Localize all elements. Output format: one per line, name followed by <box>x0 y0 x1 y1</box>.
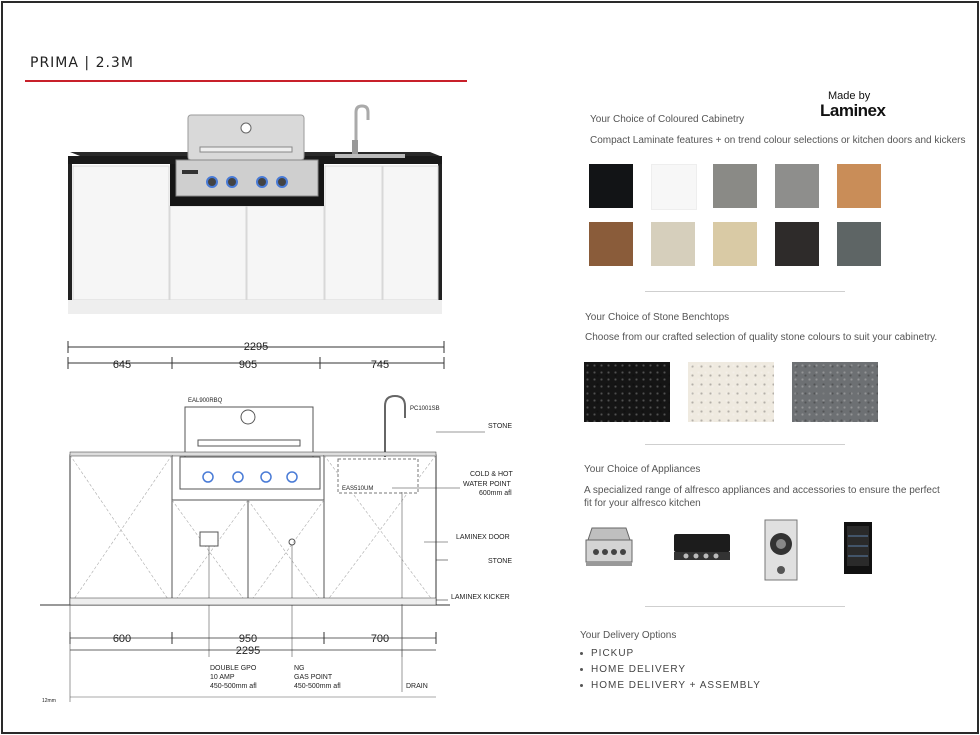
divider-2 <box>645 444 845 445</box>
delivery-options-list <box>580 648 761 696</box>
bullet-icon <box>580 684 583 687</box>
maker-brand-text: Laminex <box>820 101 886 120</box>
dim-total-label: 2295 <box>243 341 269 353</box>
cabinetry-swatch <box>775 222 819 266</box>
cabinetry-swatch <box>589 222 633 266</box>
cabinetry-swatch <box>775 164 819 208</box>
gas-label-3: 450-500mm afl <box>294 683 341 690</box>
delivery-option <box>580 680 761 696</box>
cabinetry-description: Compact Laminate features + on trend colour selections or kitchen doors and kickers <box>590 135 966 146</box>
cabinetry-swatch <box>837 164 881 208</box>
label-door: LAMINEX DOOR <box>456 534 510 541</box>
bbq-code-label: EAL900RBQ <box>188 398 223 404</box>
cabinetry-swatch <box>651 222 695 266</box>
benchtops-heading: Your Choice of Stone Benchtops <box>585 312 730 323</box>
plan-dim-middle: 950 <box>238 633 258 645</box>
dim-middle-label: 905 <box>238 359 258 371</box>
cabinetry-heading: Your Choice of Coloured Cabinetry <box>590 114 745 125</box>
cabinetry-swatch <box>589 164 633 208</box>
plan-dim-total: 2295 <box>235 645 261 657</box>
drain-label: DRAIN <box>406 683 428 690</box>
label-stone-top: STONE <box>488 423 512 430</box>
bullet-icon <box>580 668 583 671</box>
maker-by-text: Made by <box>828 90 871 102</box>
plan-dim-left: 600 <box>112 633 132 645</box>
wok-burner-icon <box>763 518 799 582</box>
kick-dim-label: 12mm <box>42 698 56 704</box>
tap-code-label: PC1001SB <box>410 406 440 412</box>
burner-icon <box>672 530 732 564</box>
stone-swatch <box>792 362 878 422</box>
cabinetry-swatch <box>837 222 881 266</box>
cabinetry-swatch <box>713 222 757 266</box>
title-underline <box>25 80 467 82</box>
label-stone-mid: STONE <box>488 558 512 565</box>
front-dimensions <box>60 335 460 375</box>
stone-swatch <box>688 362 774 422</box>
divider-1 <box>645 291 845 292</box>
bbq-icon <box>582 524 636 570</box>
delivery-option-label: PICKUP <box>591 648 635 659</box>
delivery-option <box>580 648 761 664</box>
gas-label-2: GAS POINT <box>294 674 333 681</box>
gpo-label-1: DOUBLE GPO <box>210 665 257 672</box>
label-kicker: LAMINEX KICKER <box>451 594 510 601</box>
dim-right-label: 745 <box>370 359 390 371</box>
delivery-option-label: HOME DELIVERY + ASSEMBLY <box>591 680 761 691</box>
benchtops-description: Choose from our crafted selection of quality stone colours to suit your cabinetry. <box>585 332 938 343</box>
kitchen-front-render <box>60 100 450 320</box>
dim-left-label: 645 <box>112 359 132 371</box>
appliances-heading: Your Choice of Appliances <box>584 464 701 475</box>
plan-dim-right: 700 <box>370 633 390 645</box>
stone-swatch <box>584 362 670 422</box>
appliances-description-2: fit for your alfresco kitchen <box>584 498 701 509</box>
gpo-label-2: 10 AMP <box>210 674 235 681</box>
cabinetry-swatch <box>713 164 757 208</box>
sink-code-label: EAS510UM <box>342 486 374 492</box>
delivery-heading: Your Delivery Options <box>580 630 677 641</box>
cabinetry-swatch <box>651 164 697 210</box>
fridge-icon <box>842 520 874 576</box>
page-title: PRIMA | 2.3M <box>30 55 134 71</box>
label-water-3: 600mm afl <box>479 490 512 497</box>
technical-plan-drawing <box>30 392 530 712</box>
divider-3 <box>645 606 845 607</box>
bullet-icon <box>580 652 583 655</box>
gpo-label-3: 450-500mm afl <box>210 683 257 690</box>
delivery-option-label: HOME DELIVERY <box>591 664 687 675</box>
label-water-1: COLD & HOT <box>470 471 513 478</box>
appliances-description-1: A specialized range of alfresco appliances and accessories to ensure the perfect <box>584 485 940 496</box>
label-water-2: WATER POINT <box>463 481 511 488</box>
maker-logo <box>820 90 885 121</box>
delivery-option <box>580 664 761 680</box>
gas-label-1: NG <box>294 665 305 672</box>
